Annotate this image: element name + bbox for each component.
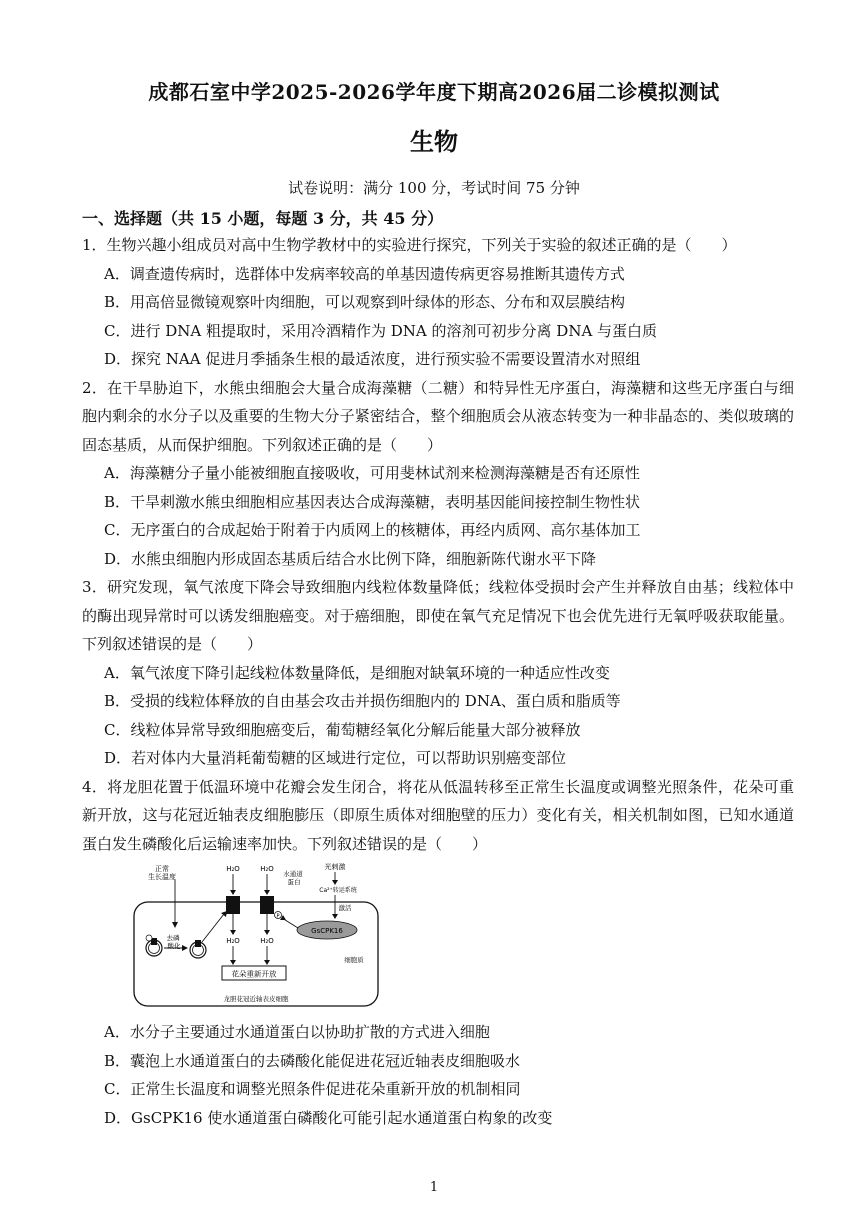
water-arrow-2-head: [264, 890, 270, 895]
option-b: B．干旱刺激水熊虫细胞相应基因表达合成海藻糖，表明基因能间接控制生物性状: [104, 492, 641, 511]
option-a: A．氧气浓度下降引起线粒体数量降低，是细胞对缺氧环境的一种适应性改变: [104, 663, 610, 682]
option-c: C．无序蛋白的合成起始于附着于内质网上的核糖体，再经内质网、高尔基体加工: [104, 521, 641, 539]
label-line: 蛋白: [287, 878, 301, 886]
label-line: 生长温度: [148, 873, 176, 881]
question-3: [82, 573, 794, 773]
option-c: C．进行 DNA 粗提取时，采用冷酒精作为 DNA 的溶剂可初步分离 DNA 与蛋白质: [104, 321, 658, 340]
option-d: D．水熊虫细胞内形成固态基质后结合水比例下降，细胞新陈代谢水平下降: [104, 549, 597, 568]
aquaporin-label: 水通道 蛋白: [283, 870, 303, 886]
water-in-arrow-1-head: [230, 930, 236, 935]
option-c: C．正常生长温度和调整光照条件促进花朵重新开放的机制相同: [104, 1080, 521, 1098]
question-1: [82, 231, 794, 374]
exam-title: 成都石室中学2025-2026学年度下期高2026届二诊模拟测试: [148, 80, 720, 104]
dephos-label: 去磷 酸化: [166, 934, 181, 950]
light-label: 光刺激: [324, 863, 346, 871]
option-a: A．水分子主要通过水通道蛋白以协助扩散的方式进入细胞: [104, 1023, 490, 1041]
water-down-arrow-2-head: [264, 960, 270, 965]
dephos-arrow-head: [182, 945, 188, 951]
water-in-1: H₂O: [226, 937, 240, 945]
vesicle-aquaporin-2: [195, 940, 201, 947]
question-list: [82, 231, 794, 1132]
water-top-2: H₂O: [260, 865, 274, 873]
normal-temp-label: 正常生长温度: [148, 865, 176, 881]
question-stem: 3．研究发现，氧气浓度下降会导致细胞内线粒体数量降低；线粒体受损时会产生并释放自由基；线粒体中的酶出现异常时可以诱发细胞癌变。对于癌细胞，即使在氧气充足情况下也会优先进行无氧呼吸获取能量。下列叙述错误的是（ ）: [82, 578, 794, 653]
question-2: [82, 374, 794, 574]
page-number: 1: [429, 1180, 439, 1195]
option-b: B．受损的线粒体释放的自由基会攻击并损伤细胞内的 DNA、蛋白质和脂质等: [104, 692, 621, 710]
option-d: D．探究 NAA 促进月季插条生根的最适浓度，进行预实验不需要设置清水对照组: [104, 350, 641, 368]
light-arrow-head: [332, 880, 338, 885]
mechanism-diagram: [132, 862, 382, 1012]
option-a: A．调查遗传病时，选群体中发病率较高的单基因遗传病更容易推断其遗传方式: [104, 264, 625, 283]
p-mark-label: P: [276, 913, 280, 920]
label-line: 酸化: [167, 942, 181, 950]
cell-membrane: [134, 902, 378, 1006]
subject-title: 生物: [410, 127, 458, 156]
activate-label: 激活: [338, 904, 352, 912]
kinase-label: GsCPK16: [311, 927, 343, 935]
reopen-label: 花朵重新开放: [231, 969, 277, 979]
water-arrow-1-head: [230, 890, 236, 895]
question-stem: 2．在干旱胁迫下，水熊虫细胞会大量合成海藻糖（二糖）和特异性无序蛋白，海藻糖和这些无序蛋白与细胞内剩余的水分子以及重要的生物大分子紧密结合，整个细胞质会从液态转变为一种非晶态的、类似玻璃的固态基质，从而保护细胞。下列叙述正确的是（ ）: [82, 378, 794, 454]
aquaporin-channel-1: [226, 896, 240, 914]
water-top-1: H₂O: [226, 865, 240, 873]
section-title: 一、选择题（共 15 小题，每题 3 分，共 45 分）: [82, 209, 444, 228]
question-stem: 1．生物兴趣小组成员对高中生物学教材中的实验进行探究，下列关于实验的叙述正确的是（ ）: [82, 236, 737, 254]
exam-info: 试卷说明：满分 100 分，考试时间 75 分钟: [288, 179, 580, 197]
option-c: C．线粒体异常导致细胞癌变后，葡萄糖经氧化分解后能量大部分被释放: [104, 720, 581, 739]
option-d: D．GsCPK16 使水通道蛋白磷酸化可能引起水通道蛋白构象的改变: [104, 1108, 553, 1127]
water-in-2: H₂O: [260, 937, 274, 945]
option-a: A．海藻糖分子量小能被细胞直接吸收，可用斐林试剂来检测海藻糖是否有还原性: [104, 464, 640, 482]
question-stem: 4．将龙胆花置于低温环境中花瓣会发生闭合，将花从低温转移至正常生长温度或调整光照条件，花朵可重新开放，这与花冠近轴表皮细胞膨压（即原生质体对细胞壁的压力）变化有关，相关机制如图，已知水通道蛋白发生磷酸化后运输速率加快。下列叙述错误的是（ ）: [82, 777, 794, 853]
water-down-arrow-1-head: [230, 960, 236, 965]
option-b: B．用高倍显微镜观察叶肉细胞，可以观察到叶绿体的形态、分布和双层膜结构: [104, 293, 626, 311]
vesicle-to-membrane-arrow: [202, 914, 224, 942]
question-4: [82, 773, 794, 1133]
aquaporin-channel-2: [260, 896, 274, 914]
option-b: B．囊泡上水通道蛋白的去磷酸化能促进花冠近轴表皮细胞吸水: [104, 1051, 521, 1070]
cytoplasm-label: 细胞质: [344, 956, 364, 964]
phosphate-mark: [146, 935, 152, 941]
ca-system-label: Ca²⁺转运系统: [319, 887, 357, 894]
option-d: D．若对体内大量消耗葡萄糖的区域进行定位，可以帮助识别癌变部位: [104, 749, 567, 767]
cell-label: 龙胆花冠近轴表皮细胞: [223, 995, 289, 1003]
activate-arrow-head: [332, 914, 338, 919]
temp-arrow-head: [172, 922, 178, 928]
water-in-arrow-2-head: [264, 930, 270, 935]
mechanism-diagram-svg: [132, 862, 382, 1012]
